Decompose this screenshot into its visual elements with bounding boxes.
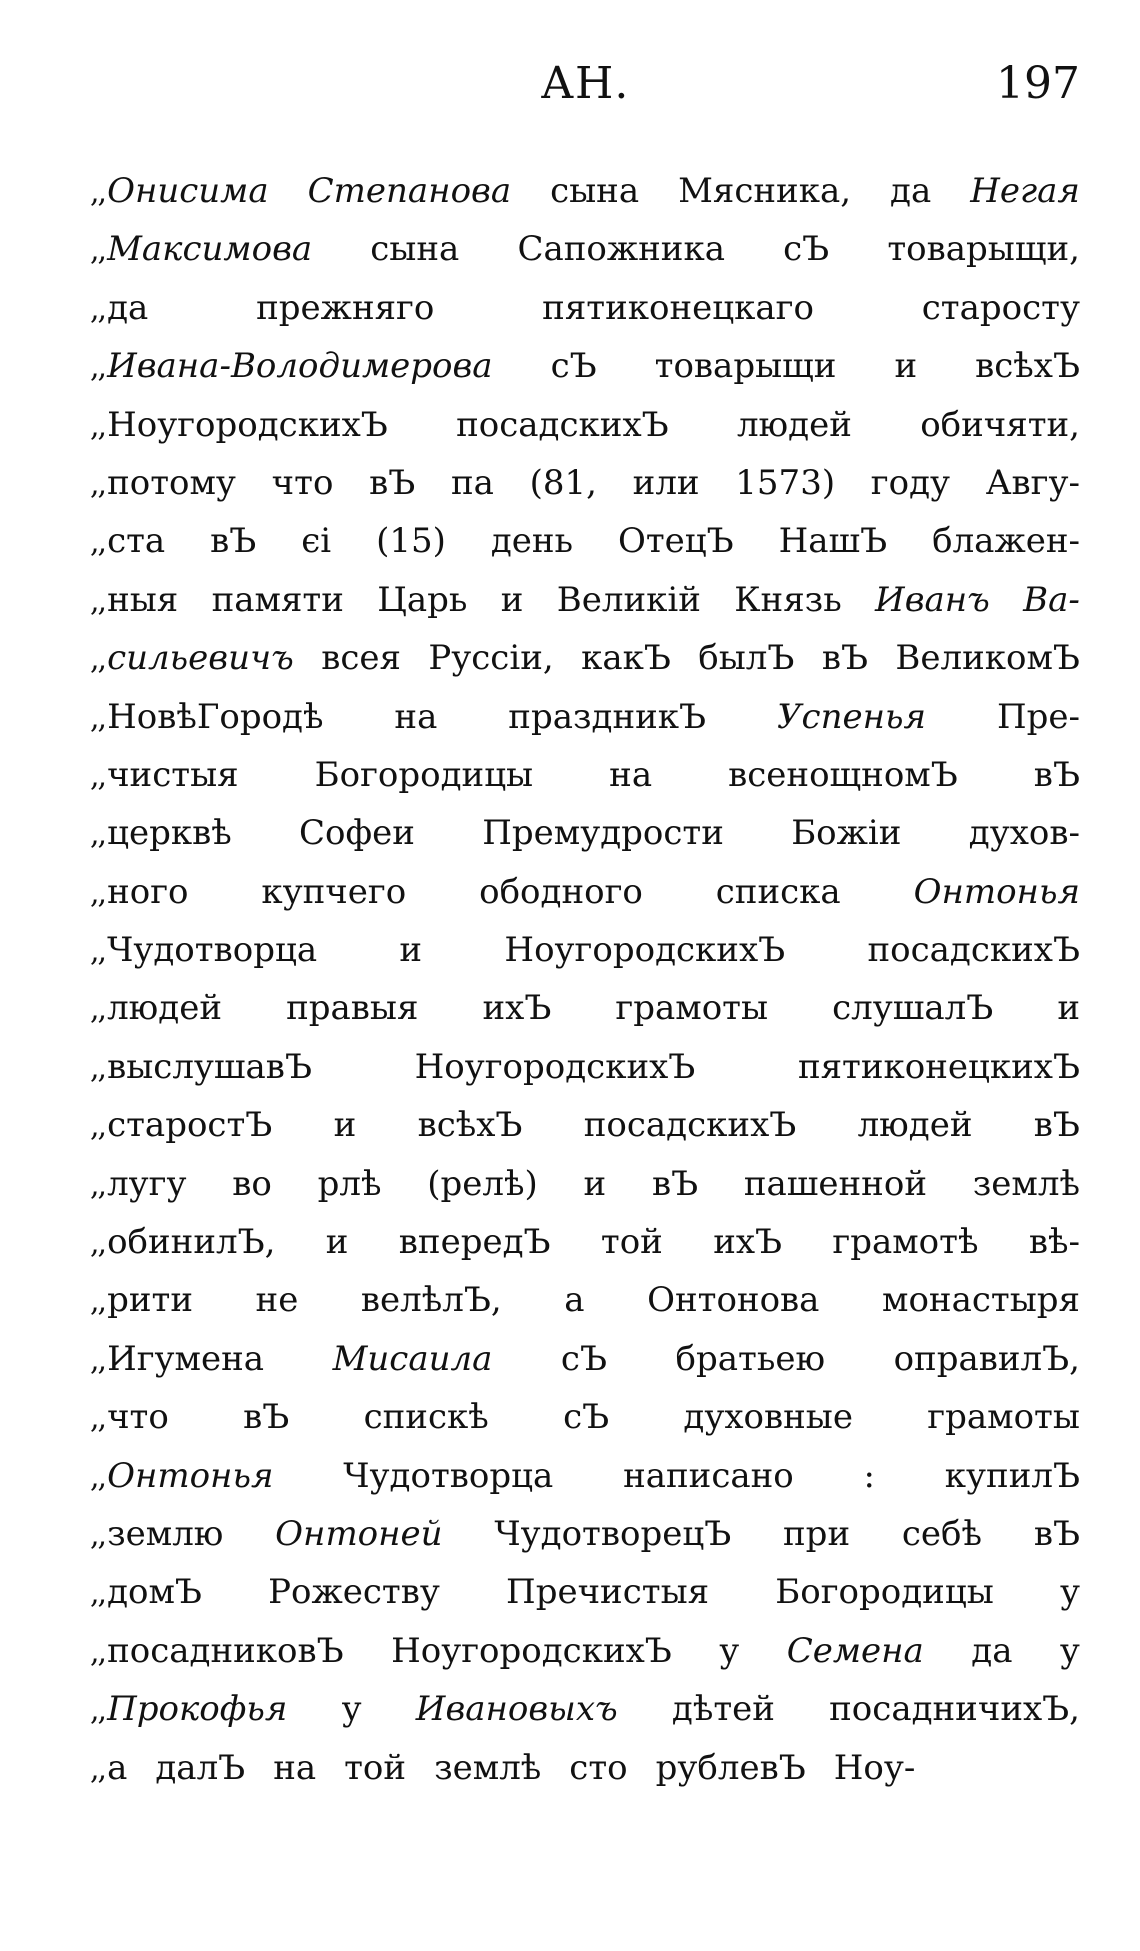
text-line <box>90 921 1080 979</box>
italic-word: Мисаила <box>332 1338 493 1379</box>
word: правыя <box>286 988 419 1029</box>
word: вЪ <box>1033 754 1080 795</box>
word: при <box>783 1513 851 1554</box>
word: Рожеству <box>268 1572 440 1613</box>
word: ОтецЪ <box>618 521 734 562</box>
quote-mark: ,, <box>90 817 106 853</box>
word: грамотѣ <box>832 1222 979 1263</box>
word: какЪ <box>581 638 671 679</box>
body-text <box>90 162 1080 1797</box>
word: НоугородскихЪ <box>414 1046 696 1087</box>
word: сына <box>370 229 460 270</box>
line-start <box>90 1096 272 1154</box>
word: себѣ <box>901 1513 983 1554</box>
word: людей <box>857 1105 973 1146</box>
word: да <box>890 171 932 211</box>
word: а <box>564 1280 585 1321</box>
line-start <box>90 220 312 278</box>
word: купилЪ <box>944 1455 1080 1496</box>
line-start <box>90 921 317 979</box>
word: оправилЪ, <box>893 1338 1080 1379</box>
word: Мясника, <box>678 171 852 211</box>
quote-mark: ,, <box>90 1226 106 1262</box>
word: грамоты <box>615 988 769 1029</box>
word: потому <box>107 462 236 503</box>
word: Чудотворца <box>107 930 318 971</box>
text-line <box>90 1330 1080 1388</box>
italic-word: Ивановыхъ <box>415 1689 618 1730</box>
page-header <box>90 58 1080 118</box>
word: сына <box>550 171 640 211</box>
word: старостЪ <box>107 1105 273 1146</box>
word: посадскихЪ <box>867 930 1080 971</box>
word: посадниковЪ <box>107 1630 344 1671</box>
word: и <box>500 579 524 620</box>
word: людей <box>107 988 222 1029</box>
word: Ноу- <box>833 1747 916 1788</box>
text-line <box>90 1096 1080 1154</box>
word: купчего <box>261 871 407 912</box>
quote-mark: ,, <box>90 1634 106 1670</box>
word: духовные <box>683 1397 853 1438</box>
text-line <box>90 1563 1080 1621</box>
word: Сапожника <box>517 229 725 270</box>
italic-word: Онисима <box>107 171 269 211</box>
word: и <box>894 346 918 387</box>
word: Пречистыя <box>506 1572 710 1613</box>
quote-mark: ,, <box>90 350 106 386</box>
line-start <box>90 162 269 220</box>
text-line <box>90 1739 1080 1797</box>
text-line <box>90 1388 1080 1446</box>
word: былЪ <box>698 638 795 679</box>
word: товарыщи <box>654 346 837 387</box>
line-start <box>90 454 236 512</box>
word: домЪ <box>107 1572 202 1613</box>
word: у <box>1059 1572 1080 1613</box>
word: пашенной <box>743 1163 927 1204</box>
text-line <box>90 162 1080 220</box>
word: у <box>341 1689 362 1730</box>
word: церквѣ <box>107 813 232 854</box>
line-start <box>90 1622 344 1680</box>
word: у <box>719 1630 740 1671</box>
word: НоугородскихЪ <box>391 1630 672 1671</box>
word: ста <box>107 521 166 562</box>
word: выслушавЪ <box>107 1046 312 1087</box>
quote-mark: ,, <box>90 758 106 794</box>
word: ихЪ <box>482 988 552 1029</box>
quote-mark: ,, <box>90 408 106 444</box>
word: да <box>107 287 149 328</box>
italic-word: Онтонья <box>913 871 1080 912</box>
word: рити <box>107 1280 193 1321</box>
word: что <box>107 1397 169 1438</box>
word: товарыщи, <box>887 229 1080 270</box>
word: на <box>609 754 653 795</box>
word: братьею <box>675 1338 826 1379</box>
line-start <box>90 863 189 921</box>
word: (15) <box>376 521 446 562</box>
word: сто <box>569 1747 628 1788</box>
word: людей <box>736 404 852 445</box>
italic-word: Степанова <box>307 171 512 211</box>
word: Премудрости <box>482 813 724 854</box>
word: Богородицы <box>775 1572 994 1613</box>
word: НашЪ <box>778 521 888 562</box>
word: дѣтей <box>671 1689 775 1730</box>
quote-mark: ,, <box>90 1751 106 1787</box>
italic-word: Онтонья <box>107 1455 274 1496</box>
word: Игумена <box>107 1338 265 1379</box>
word: землѣ <box>434 1747 542 1788</box>
text-line <box>90 863 1080 921</box>
line-start <box>90 629 294 687</box>
italic-word: Ивана-Володимерова <box>107 346 493 387</box>
quote-mark: ,, <box>90 525 106 561</box>
quote-mark: ,, <box>90 1167 106 1203</box>
word: єі <box>301 521 332 562</box>
word: посадскихЪ <box>583 1105 797 1146</box>
text-line <box>90 279 1080 337</box>
line-start <box>90 512 165 570</box>
word: списка <box>715 871 841 912</box>
italic-word: Семена <box>786 1630 924 1671</box>
word: году <box>870 462 951 503</box>
quote-mark: ,, <box>90 700 106 736</box>
word: рлѣ <box>317 1163 382 1204</box>
text-line <box>90 1505 1080 1563</box>
word: 1573) <box>735 462 836 503</box>
word: сЪ <box>550 346 597 387</box>
word: пятиконецкаго <box>542 287 814 328</box>
text-line <box>90 1680 1080 1738</box>
line-start <box>90 1038 312 1096</box>
italic-word: Онтоней <box>275 1513 443 1554</box>
word: всѣхЪ <box>417 1105 523 1146</box>
word: ного <box>107 871 189 912</box>
word: той <box>344 1747 407 1788</box>
word: праздникЪ <box>508 696 707 737</box>
word: Чудотворца <box>343 1455 554 1496</box>
quote-mark: ,, <box>90 1109 106 1145</box>
word: рублевЪ <box>655 1747 806 1788</box>
text-line <box>90 1622 1080 1680</box>
word: Авгу- <box>985 462 1080 503</box>
word: обичяти, <box>920 404 1080 445</box>
line-start <box>90 337 493 395</box>
word: Божіи <box>791 813 902 854</box>
word: Софеи <box>299 813 415 854</box>
text-line <box>90 220 1080 278</box>
line-start <box>90 396 388 454</box>
italic-word: Успенья <box>776 696 927 737</box>
page-number: 197 <box>996 58 1080 109</box>
word: сЪ <box>563 1397 610 1438</box>
word: всѣхЪ <box>975 346 1080 387</box>
word: вЪ <box>1033 1513 1080 1554</box>
word: ВеликомЪ <box>895 638 1080 679</box>
word: далЪ <box>155 1747 246 1788</box>
italic-word: Негая <box>970 171 1080 211</box>
word: вѣ- <box>1028 1222 1080 1263</box>
line-start <box>90 1680 287 1738</box>
word: грамоты <box>927 1397 1080 1438</box>
quote-mark: ,, <box>90 1459 106 1495</box>
text-line <box>90 454 1080 512</box>
text-line <box>90 1155 1080 1213</box>
text-line <box>90 746 1080 804</box>
word: и <box>583 1163 607 1204</box>
text-line <box>90 1271 1080 1329</box>
quote-mark: ,, <box>90 1693 106 1729</box>
word: а <box>107 1747 128 1788</box>
word: старосту <box>921 287 1080 328</box>
word: вЪ <box>369 462 416 503</box>
word: па <box>450 462 494 503</box>
word: и <box>333 1105 357 1146</box>
line-start <box>90 279 148 337</box>
text-line <box>90 337 1080 395</box>
line-start <box>90 1155 187 1213</box>
quote-mark: ,, <box>90 1517 106 1553</box>
text-line <box>90 979 1080 1037</box>
line-start <box>90 1505 223 1563</box>
word: НоугородскихЪ <box>504 930 786 971</box>
word: той <box>600 1222 663 1263</box>
word: на <box>394 696 438 737</box>
word: Богородицы <box>314 754 534 795</box>
text-line <box>90 804 1080 862</box>
word: ихЪ <box>713 1222 783 1263</box>
word: не <box>255 1280 299 1321</box>
text-line <box>90 1038 1080 1096</box>
word: землю <box>107 1513 224 1554</box>
italic-word: Ва- <box>1023 579 1080 620</box>
quote-mark: ,, <box>90 291 106 327</box>
quote-mark: ,, <box>90 1576 106 1612</box>
word: что <box>271 462 334 503</box>
word: пятиконецкихЪ <box>797 1046 1080 1087</box>
word: духов- <box>968 813 1080 854</box>
word: монастыря <box>882 1280 1080 1321</box>
quote-mark: ,, <box>90 992 106 1028</box>
word: НоугородскихЪ <box>107 404 388 445</box>
word: сЪ <box>560 1338 607 1379</box>
line-start <box>90 1213 275 1271</box>
word: Пре- <box>996 696 1080 737</box>
word: прежняго <box>256 287 435 328</box>
word: (81, <box>529 462 597 503</box>
word: Руссіи, <box>428 638 554 679</box>
word: и <box>325 1222 349 1263</box>
italic-word: Иванъ <box>875 579 990 620</box>
word: вЪ <box>1033 1105 1080 1146</box>
word: слушалЪ <box>832 988 994 1029</box>
quote-mark: ,, <box>90 1342 106 1378</box>
line-start <box>90 688 324 746</box>
word: вЪ <box>821 638 868 679</box>
word: вЪ <box>651 1163 699 1204</box>
text-line <box>90 571 1080 629</box>
quote-mark: ,, <box>90 1050 106 1086</box>
word: написано <box>623 1455 794 1496</box>
italic-word: сильевичъ <box>107 638 294 679</box>
word: НовѣГородѣ <box>107 696 324 737</box>
word: вЪ <box>243 1397 290 1438</box>
quote-mark: ,, <box>90 233 106 269</box>
quote-mark: ,, <box>90 175 106 210</box>
quote-mark: ,, <box>90 875 106 911</box>
word: спискѣ <box>363 1397 489 1438</box>
word: Князь <box>734 579 842 620</box>
word: ныя <box>107 579 179 620</box>
word: день <box>490 521 574 562</box>
quote-mark: ,, <box>90 934 106 970</box>
word: вЪ <box>210 521 257 562</box>
word: (релѣ) <box>427 1163 538 1204</box>
word: впередЪ <box>398 1222 551 1263</box>
line-start <box>90 1447 273 1505</box>
word: да <box>971 1630 1013 1671</box>
word: Великій <box>556 579 701 620</box>
quote-mark: ,, <box>90 1401 106 1437</box>
word: Онтонова <box>647 1280 820 1321</box>
word: землѣ <box>972 1163 1080 1204</box>
word: посадничихЪ, <box>829 1689 1080 1730</box>
line-start <box>90 804 232 862</box>
word: посадскихЪ <box>456 404 669 445</box>
word: во <box>232 1163 272 1204</box>
line-start <box>90 746 239 804</box>
line-start <box>90 1563 202 1621</box>
word: чистыя <box>107 754 239 795</box>
word: у <box>1059 1630 1080 1671</box>
text-line <box>90 512 1080 570</box>
text-line <box>90 1447 1080 1505</box>
line-start <box>90 979 222 1037</box>
word: лугу <box>107 1163 187 1204</box>
quote-mark: ,, <box>90 583 106 619</box>
text-line <box>90 629 1080 687</box>
text-line <box>90 688 1080 746</box>
word: всея <box>321 638 401 679</box>
word: велѣлЪ, <box>360 1280 502 1321</box>
quote-mark: ,, <box>90 1284 106 1320</box>
word: ободного <box>479 871 643 912</box>
word: блажен- <box>932 521 1080 562</box>
italic-word: Прокофья <box>107 1689 288 1730</box>
line-start <box>90 1330 264 1388</box>
quote-mark: ,, <box>90 466 106 502</box>
line-start <box>90 571 178 629</box>
line-start <box>90 1271 193 1329</box>
quote-mark: ,, <box>90 642 106 678</box>
word: на <box>273 1747 317 1788</box>
word: обинилЪ, <box>107 1222 276 1263</box>
running-head: АН. <box>540 58 630 109</box>
word: всенощномЪ <box>728 754 958 795</box>
word: сЪ <box>783 229 830 270</box>
word: памяти <box>211 579 344 620</box>
text-line <box>90 396 1080 454</box>
word: или <box>632 462 700 503</box>
word: ЧудотворецЪ <box>494 1513 732 1554</box>
line-start <box>90 1739 127 1797</box>
line-start <box>90 1388 169 1446</box>
text-line <box>90 1213 1080 1271</box>
word: Царь <box>377 579 468 620</box>
word: и <box>399 930 423 971</box>
word: : <box>863 1455 876 1496</box>
word: и <box>1057 988 1080 1029</box>
italic-word: Максимова <box>107 229 313 270</box>
